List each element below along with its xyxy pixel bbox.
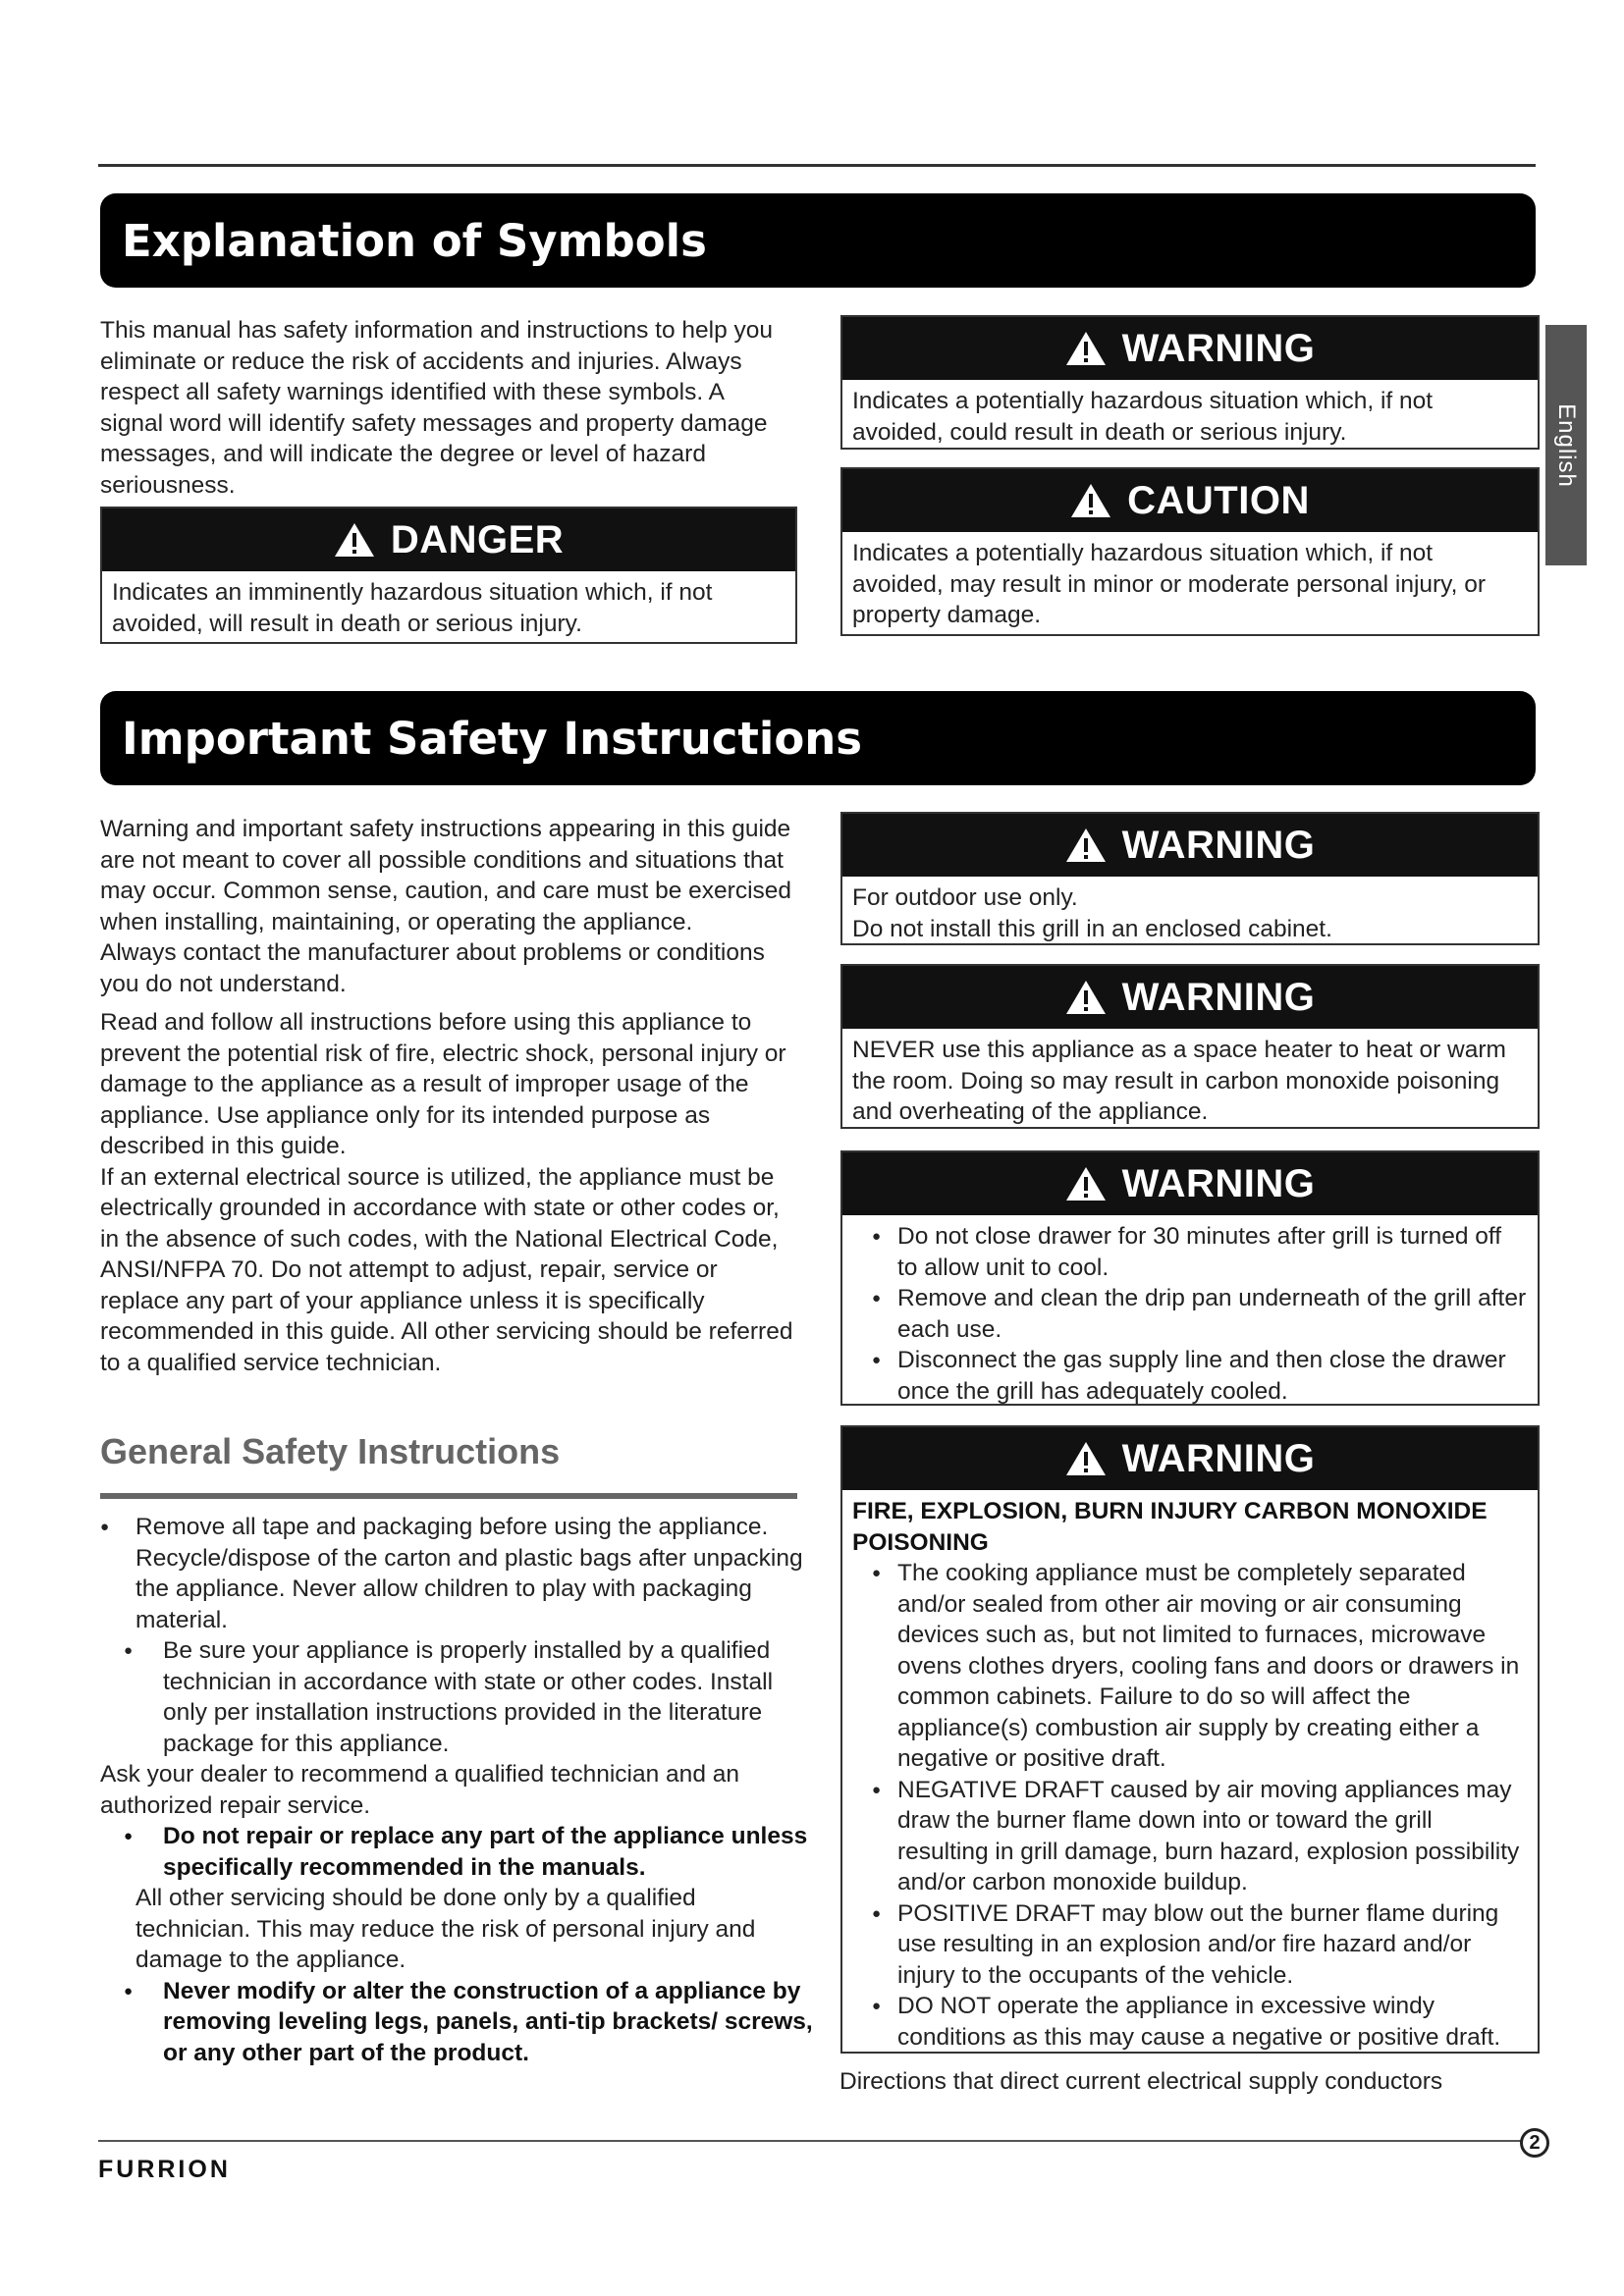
bullet-icon: ● [124,1982,134,2000]
warning-triangle-icon [1065,1165,1107,1202]
safety-paragraph-2: Always contact the manufacturer about problems or conditions you do not understand. [100,939,765,997]
warning-heater-header: WARNING [842,966,1538,1029]
warning-triangle-icon [1065,979,1107,1016]
safety-intro [100,814,797,1378]
warning-drawer-header: WARNING [842,1152,1538,1215]
symbols-section-title: Explanation of Symbols [122,214,707,267]
warning-symbol-title: WARNING [1121,326,1316,370]
list-item: Ask your dealer to recommend a qualified technician and an authorized repair service. [100,1761,739,1819]
bullet-icon: ● [124,1828,134,1844]
bottom-rule [98,2140,1528,2142]
danger-text: Indicates an imminently hazardous situation which, if not avoided, will result in death or serious injury. [112,579,713,637]
warning-triangle-icon [1065,1440,1107,1477]
warning-triangle-icon [1065,330,1107,367]
warning-heater-text: NEVER use this appliance as a space heater to heat or warm the room. Doing so may result in carbon monoxide poisoning and overheating of the appliance. [852,1037,1506,1125]
danger-header [102,508,795,571]
continued-text: Directions that direct current electrical supply conductors [839,2068,1443,2095]
intro-paragraph: This manual has safety information and instructions to help you eliminate or reduce the risk of accidents and injuries. Always respect all safety warnings identified with these symbols. A signal word will identify safety messages and property damage messages, and will indicate the degree or level of hazard seriousness. [100,317,774,499]
general-safety-heading: General Safety Instructions [100,1431,561,1471]
safety-paragraph-4: If an external electrical source is utilized, the appliance must be electrically grounded in accordance with state or other codes or, in the absence of such codes, with the National Electrical Code, ANSI/NFPA 70. Do not attempt to adjust, repair, service or replace any part of your appliance unless it is specifically recommended in this guide. All other servicing should be referred to a qualified service technician. [100,1163,793,1376]
warning-symbol-header [842,317,1538,380]
list-item: ● Do not close drawer for 30 minutes after grill is turned off to allow unit to cool. [852,1221,1528,1283]
caution-header [842,469,1538,532]
list-item: ● POSITIVE DRAFT may blow out the burner flame during use resulting in an explosion and/or fire hazard and/or injury to the occupants of the vehicle. [852,1898,1528,1992]
warning-outdoor-text: For outdoor use only. Do not install this grill in an enclosed cabinet. [852,884,1332,942]
safety-paragraph-3: Read and follow all instructions before using this appliance to prevent the potential risk of fire, electric shock, personal injury or damage to the appliance as a result of improper usage of the appliance. Use appliance only for its intended purpose as described in this guide. [100,1009,786,1159]
warning-symbol-text: Indicates a potentially hazardous situation which, if not avoided, could result in death or serious injury. [852,388,1434,446]
caution-box [840,467,1540,636]
general-safety-list [100,1512,817,2068]
caution-title: CAUTION [1127,478,1310,522]
safety-section-header [100,691,1536,785]
bullet-icon: ● [124,1642,134,1659]
warning-drawer-box [840,1150,1540,1406]
warning-outdoor-header: WARNING [842,814,1538,877]
warning-drawer-list [842,1215,1538,1413]
general-safety-rule [100,1493,797,1499]
list-item-text: All other servicing should be done only by a qualified technician. This may reduce the risk of personal injury and damage to the appliance. [135,1885,756,1973]
language-tab: English [1545,325,1587,565]
safety-paragraph-1: Warning and important safety instructions appearing in this guide are not meant to cover all possible conditions and situations that may occur. Common sense, caution, and care must be exercised when installing, maintaining, or operating the appliance. [100,816,792,935]
warning-fire-heading: FIRE, EXPLOSION, BURN INJURY CARBON MONOXIDE POISONING [852,1498,1488,1556]
list-item: ● The cooking appliance must be completely separated and/or sealed from other air moving or air consuming devices such as, but not limited to furnaces, microwave ovens clothes dryers, cooling fans and doors or drawers in common cabinets. Failure to do so will affect the appliance(s) combustion air supply by creating either a negative or positive draft. [852,1558,1528,1775]
top-rule [98,164,1536,167]
page-number: 2 [1520,2128,1549,2158]
list-item: ● Remove all tape and packaging before using the appliance. Recycle/dispose of the carton and plastic bags after unpacking the appliance. Never allow children to play with packaging material. [100,1512,817,1635]
danger-box [100,507,797,644]
list-item: ● NEGATIVE DRAFT caused by air moving appliances may draw the burner flame down into or toward the grill resulting in grill damage, burn hazard, explosion possibility and/or carbon monoxide buildup. [852,1775,1528,1898]
caution-text: Indicates a potentially hazardous situation which, if not avoided, may result in minor or moderate personal injury, or property damage. [852,540,1487,628]
list-item: ● Remove and clean the drip pan underneath of the grill after each use. [852,1283,1528,1345]
warning-outdoor-box [840,812,1540,945]
list-item: ● Be sure your appliance is properly installed by a qualified technician in accordance with state or other codes. Install only per installation instructions provided in the literature package for this appliance. [124,1637,774,1757]
warning-heater-box [840,964,1540,1129]
safety-section-title: Important Safety Instructions [122,712,863,765]
furrion-logo: FURRION [98,2156,231,2183]
list-item-bold: ● Do not repair or replace any part of the appliance unless specifically recommended in the manuals. [124,1823,808,1881]
symbols-section-header [100,193,1536,288]
warning-fire-list [842,1490,1538,2058]
list-item: ● Disconnect the gas supply line and then close the drawer once the grill has adequately cooled. [852,1345,1528,1407]
warning-triangle-icon [1065,827,1107,864]
warning-symbol-box [840,315,1540,450]
warning-triangle-icon [1070,482,1111,519]
list-item: ● DO NOT operate the appliance in excessive windy conditions as this may cause a negative or positive draft. [852,1991,1528,2053]
list-item-bold: ● Never modify or alter the construction of a appliance by removing leveling legs, panels, anti-tip brackets/ screws, or any other part of the product. [124,1977,813,2066]
warning-triangle-icon [334,521,375,559]
warning-fire-header: WARNING [842,1427,1538,1490]
danger-title: DANGER [390,517,565,561]
warning-fire-box [840,1425,1540,2054]
